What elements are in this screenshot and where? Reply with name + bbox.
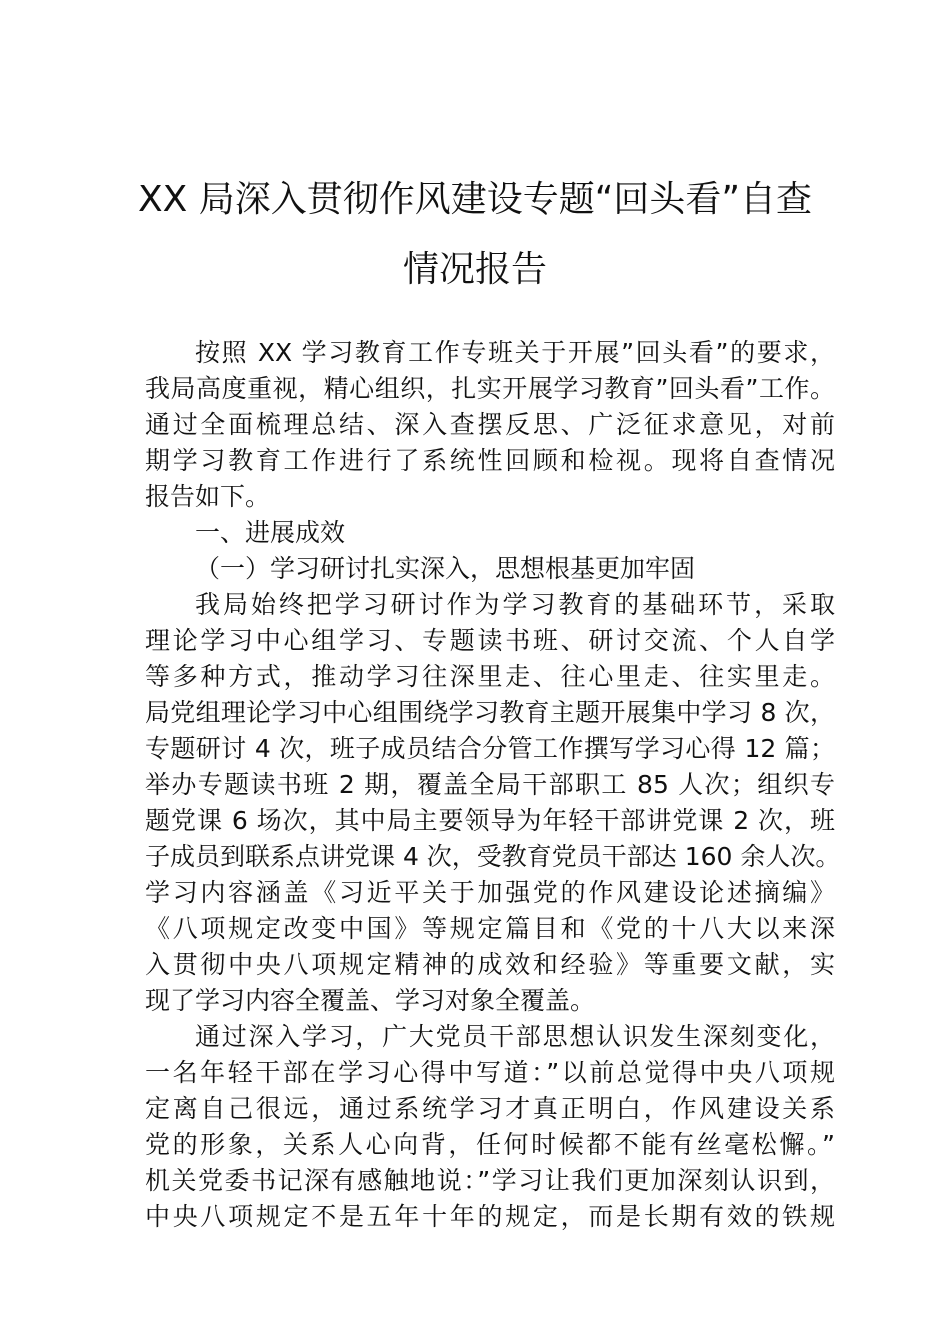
body-line: 入贯彻中央八项规定精神的成效和经验》等重要文献，实 <box>145 950 835 979</box>
body-line: 通过深入学习，广大党员干部思想认识发生深刻变化， <box>195 1022 835 1051</box>
body-line: 《八项规定改变中国》等规定篇目和《党的十八大以来深 <box>145 914 835 943</box>
body-line: 报告如下。 <box>145 482 271 511</box>
body-line: 等多种方式，推动学习往深里走、往心里走、往实里走。 <box>145 662 835 691</box>
body-line: 机关党委书记深有感触地说：”学习让我们更加深刻认识到， <box>145 1166 835 1195</box>
section-heading: 一、进展成效 <box>195 518 346 547</box>
body-line: 党的形象，关系人心向背，任何时候都不能有丝毫松懈。” <box>145 1130 835 1159</box>
body-line: 现了学习内容全覆盖、学习对象全覆盖。 <box>145 986 596 1015</box>
body-line: 专题研讨 4 次，班子成员结合分管工作撰写学习心得 12 篇； <box>145 734 835 763</box>
body-line: 定离自己很远，通过系统学习才真正明白，作风建设关系 <box>145 1094 835 1123</box>
body-line: 我局始终把学习研讨作为学习教育的基础环节，采取 <box>195 590 835 619</box>
report-body <box>145 335 841 1235</box>
body-line: 按照 XX 学习教育工作专班关于开展”回头看”的要求， <box>195 338 835 367</box>
subsection-heading: （一）学习研讨扎实深入，思想根基更加牢固 <box>195 554 696 583</box>
body-line: 一名年轻干部在学习心得中写道：”以前总觉得中央八项规 <box>145 1058 835 1087</box>
body-line: 举办专题读书班 2 期，覆盖全局干部职工 85 人次；组织专 <box>145 770 835 799</box>
body-line: 题党课 6 场次，其中局主要领导为年轻干部讲党课 2 次，班 <box>145 806 835 835</box>
body-line: 期学习教育工作进行了系统性回顾和检视。现将自查情况 <box>145 446 835 475</box>
body-line: 理论学习中心组学习、专题读书班、研讨交流、个人自学 <box>145 626 835 655</box>
report-title-line-2: 情况报告 <box>402 249 547 290</box>
body-line: 学习内容涵盖《习近平关于加强党的作风建设论述摘编》 <box>145 878 835 907</box>
body-line: 局党组理论学习中心组围绕学习教育主题开展集中学习 8 次， <box>145 698 835 727</box>
body-line: 我局高度重视，精心组织，扎实开展学习教育”回头看”工作。 <box>145 374 835 403</box>
report-title-line-1: XX 局深入贯彻作风建设专题“回头看”自查 <box>137 179 813 220</box>
body-line: 子成员到联系点讲党课 4 次，受教育党员干部达 160 余人次。 <box>145 842 841 871</box>
body-line: 通过全面梳理总结、深入查摆反思、广泛征求意见，对前 <box>145 410 835 439</box>
body-line: 中央八项规定不是五年十年的规定，而是长期有效的铁规 <box>145 1202 835 1231</box>
